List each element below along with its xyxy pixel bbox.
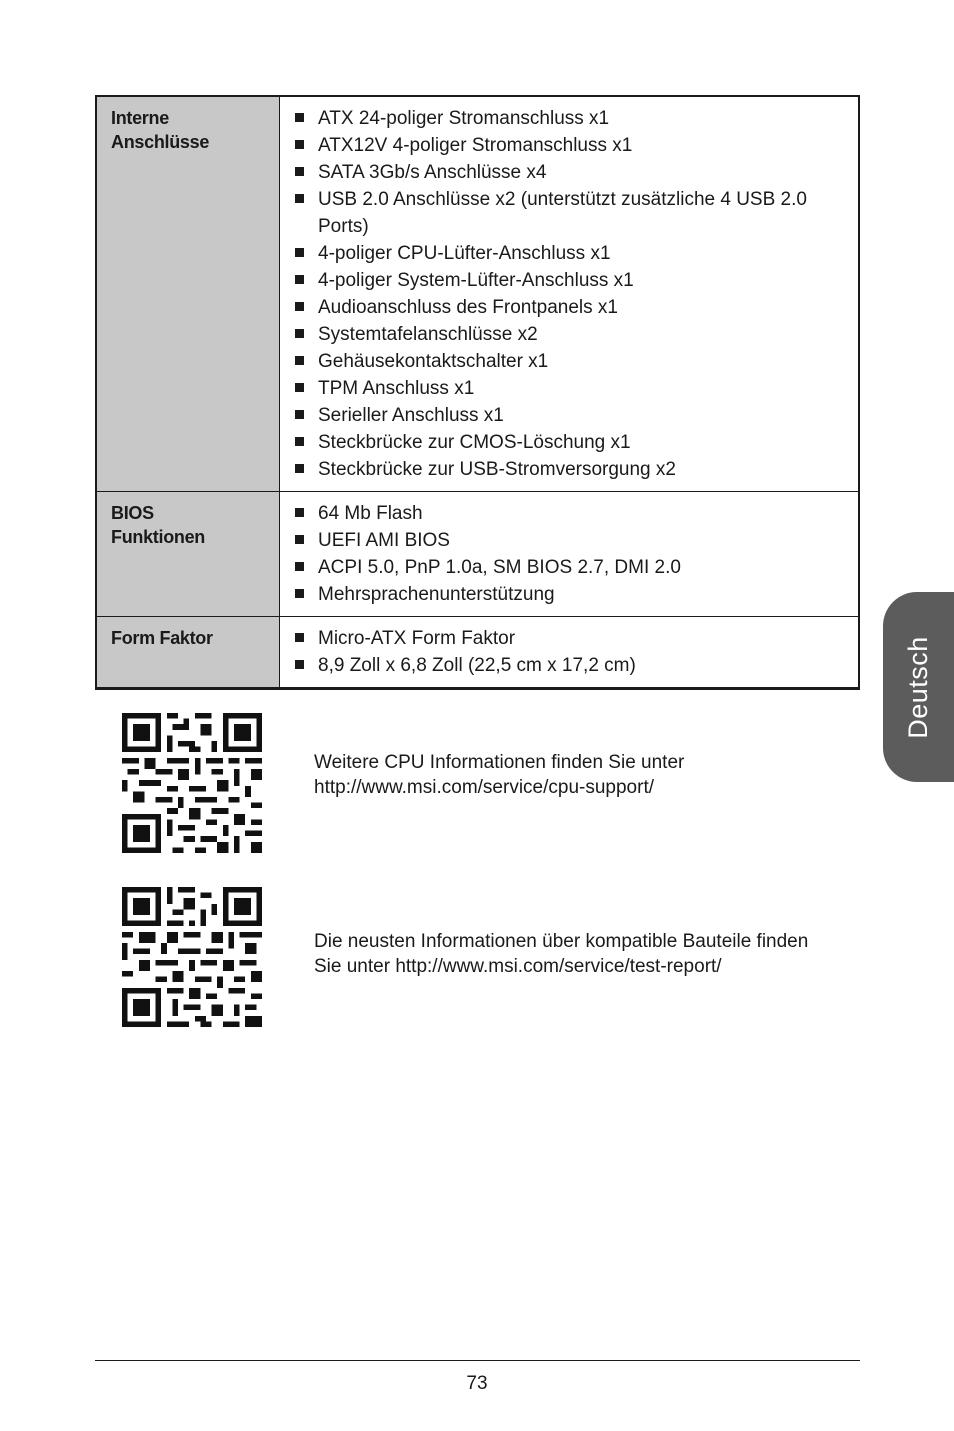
spec-item [294,402,838,429]
spec-item-text: 64 Mb Flash [318,503,423,524]
bullet-square-icon [295,275,304,284]
spec-item [294,554,838,581]
bullet-square-icon [295,248,304,257]
spec-item [294,456,838,483]
spec-table [95,95,860,690]
spec-item-text: Micro-ATX Form Faktor [318,628,516,649]
bullet-square-icon [295,660,304,669]
spec-item [294,652,838,679]
spec-item [294,527,838,554]
qr-code-icon [122,713,262,853]
footer-divider [95,1360,860,1361]
spec-item [294,581,838,608]
spec-item-text: Steckbrücke zur USB-Stromversorgung x2 [318,459,676,480]
bullet-square-icon [295,508,304,517]
spec-item-text: ACPI 5.0, PnP 1.0a, SM BIOS 2.7, DMI 2.0 [318,557,681,578]
spec-item-text: Systemtafelanschlüsse x2 [318,324,538,345]
bullet-square-icon [295,535,304,544]
spec-label-line: Funktionen [111,527,205,547]
spec-label-line: BIOS [111,503,154,523]
qr-code-icon [122,887,262,1027]
spec-label-line: Form Faktor [111,628,213,648]
spec-item-text: 4-poliger CPU-Lüfter-Anschluss x1 [318,243,611,264]
spec-item [294,375,838,402]
spec-item [294,294,838,321]
spec-item-text: Gehäusekontaktschalter x1 [318,351,549,372]
language-tab-label: Deutsch [903,635,933,739]
spec-item-text: Serieller Anschluss x1 [318,405,504,426]
spec-row-internal-connectors [96,96,859,492]
spec-values [280,492,860,617]
spec-label-line: Interne [111,108,169,128]
spec-item-text: Steckbrücke zur CMOS-Löschung x1 [318,432,631,453]
spec-values [280,96,860,492]
bullet-square-icon [295,113,304,122]
spec-item [294,321,838,348]
spec-item-text: TPM Anschluss x1 [318,378,475,399]
qr-code-test-report [122,887,262,1027]
info-line: Die neusten Informationen über kompatible Bauteile finden [314,931,809,952]
info-link[interactable]: Sie unter http://www.msi.com/service/test-report/ [314,956,722,977]
bullet-square-icon [295,383,304,392]
spec-item-text: ATX 24-poliger Stromanschluss x1 [318,108,610,129]
spec-list [294,105,838,483]
spec-list [294,625,838,679]
bullet-square-icon [295,410,304,419]
bullet-square-icon [295,562,304,571]
bullet-square-icon [295,194,304,203]
spec-item [294,105,838,132]
page-number: 73 [466,1373,488,1394]
bullet-square-icon [295,302,304,311]
spec-list [294,500,838,608]
bullet-square-icon [295,356,304,365]
spec-values [280,617,860,689]
spec-label-line: Anschlüsse [111,132,210,152]
language-tab [883,592,954,782]
spec-item [294,267,838,294]
bullet-square-icon [295,140,304,149]
spec-label [96,617,280,689]
spec-label [96,492,280,617]
spec-item [294,159,838,186]
spec-item [294,240,838,267]
spec-item-text: 4-poliger System-Lüfter-Anschluss x1 [318,270,634,291]
spec-item-text: ATX12V 4-poliger Stromanschluss x1 [318,135,633,156]
spec-item-text: Audioanschluss des Frontpanels x1 [318,297,618,318]
spec-item [294,625,838,652]
qr-code-cpu-support [122,713,262,853]
spec-item [294,348,838,375]
spec-item [294,132,838,159]
spec-item [294,429,838,456]
spec-item [294,186,838,240]
bullet-square-icon [295,464,304,473]
bullet-square-icon [295,437,304,446]
spec-item-text: USB 2.0 Anschlüsse x2 (unterstützt zusätzliche 4 USB 2.0 Ports) [318,189,807,237]
spec-item-text: SATA 3Gb/s Anschlüsse x4 [318,162,547,183]
info-link[interactable]: http://www.msi.com/service/cpu-support/ [314,777,654,798]
info-line: Weitere CPU Informationen finden Sie unter [314,752,685,773]
bullet-square-icon [295,167,304,176]
spec-row-form-factor [96,617,859,689]
spec-label [96,96,280,492]
bullet-square-icon [295,589,304,598]
spec-row-bios-features [96,492,859,617]
spec-item-text: 8,9 Zoll x 6,8 Zoll (22,5 cm x 17,2 cm) [318,655,636,676]
cpu-support-info [314,750,854,800]
bullet-square-icon [295,633,304,642]
spec-item [294,500,838,527]
test-report-info [314,929,854,979]
spec-item-text: Mehrsprachenunterstützung [318,584,555,605]
spec-item-text: UEFI AMI BIOS [318,530,450,551]
bullet-square-icon [295,329,304,338]
